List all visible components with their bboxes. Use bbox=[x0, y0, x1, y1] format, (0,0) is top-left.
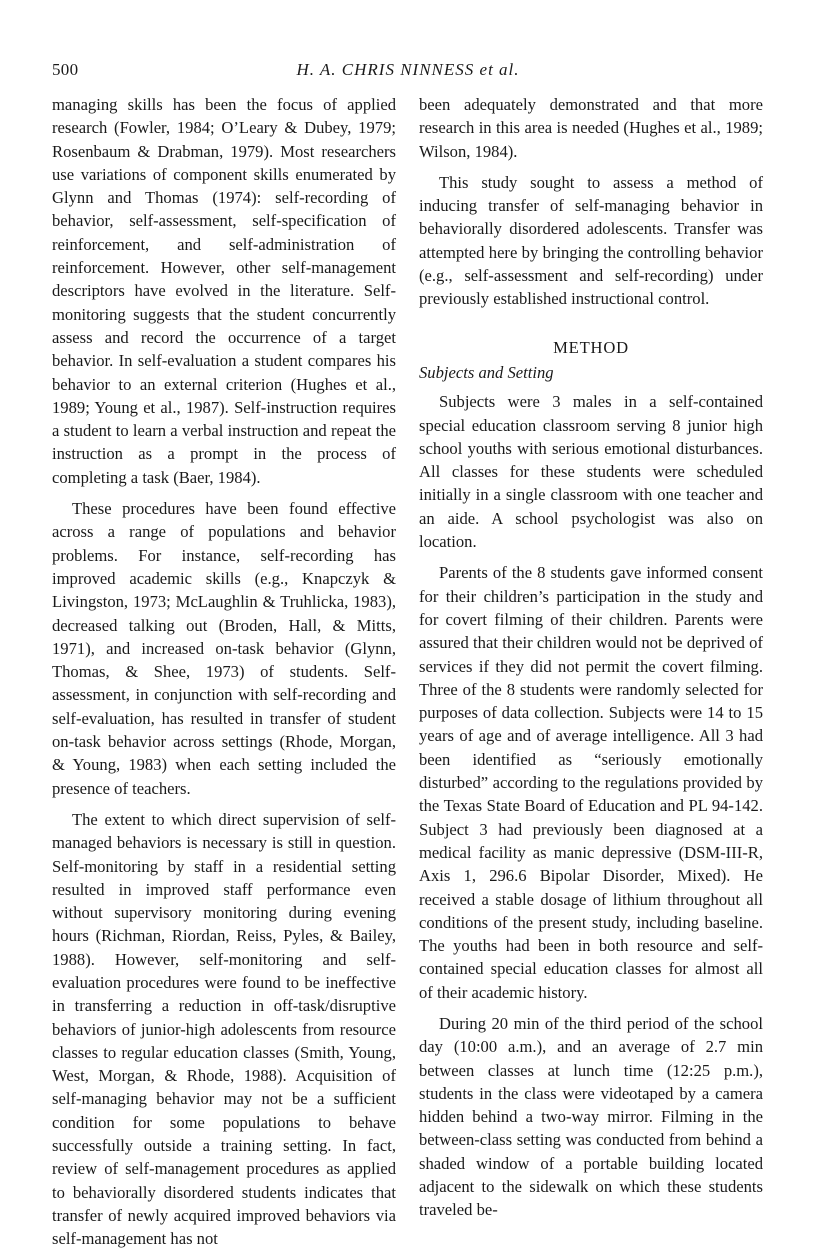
section-heading: METHOD bbox=[553, 337, 629, 357]
paragraph: This study sought to assess a method of inducing transfer of self-managing behavior in behaviorally disordered adolescents. Transfer was attempted here by bringing the controlling behavior (e.g., self-assessment and self-recording) under previously established instructional control. bbox=[419, 172, 763, 309]
subsection-heading: Subjects and Setting bbox=[419, 362, 554, 382]
paragraph: managing skills has been the focus of applied research (Fowler, 1984; O’Leary & Dubey, 1979; Rosenbaum & Drabman, 1979). Most researchers use variations of component skills enumerated by Glynn and Thomas (1974): self-recording of behavior, self-assessment, self-specification of reinforcement, and self-administration of reinforcement. However, other self-management descriptors have evolved in the literature. Self-monitoring suggests that the student concurrently assess and record the occurrence of a target behavior. In self-evaluation a student compares his behavior to an external criterion (Hughes et al., 1989; Young et al., 1987). Self-instruction requires a student to learn a verbal instruction and repeat the instruction as a prompt in the process of completing a task (Baer, 1984). bbox=[52, 95, 396, 487]
running-head: H. A. CHRIS NINNESS et al. bbox=[296, 60, 520, 79]
paragraph: The extent to which direct supervision of self-managed behaviors is necessary is still in question. Self-monitoring by staff in a residential setting resulted in improved staff performance even without supervisory monitoring during evening hours (Richman, Riordan, Reiss, Pyles, & Bailey, 1988). However, self-monitoring and self-evaluation procedures were found to be ineffective in transferring a reduction in off-task/disruptive behaviors of junior-high adolescents from resource classes to regular education classes (Smith, Young, West, Morgan, & Rhode, 1988). Acquisition of self-managing behavior may not be a sufficient condition for some populations to behave successfully outside a training setting. In fact, review of self-management procedures as applied to behaviorally disordered students indicates that transfer of newly acquired improved behaviors via self-management has not bbox=[52, 809, 396, 1249]
paragraph: During 20 min of the third period of the school day (10:00 a.m.), and an average of 2.7 min between classes at lunch time (12:25 p.m.), students in the class were videotaped by a camera hidden behind a two-way mirror. Filming in the between-class setting was conducted from behind a shaded window of a portable building located adjacent to the sidewalk on which these students traveled be- bbox=[419, 1013, 763, 1220]
page-number: 500 bbox=[52, 60, 79, 79]
page-header bbox=[52, 60, 764, 84]
paragraph: These procedures have been found effective across a range of populations and behavior problems. For instance, self-recording has improved academic skills (e.g., Knapczyk & Livingston, 1973; McLaughlin & Truhlicka, 1983), decreased talking out (Broden, Hall, & Mitts, 1971), and increased on-task behavior (Glynn, Thomas, & Shee, 1973) of students. Self-assessment, in conjunction with self-recording and self-evaluation, has resulted in transfer of student on-task behavior across settings (Rhode, Morgan, & Young, 1983) when each setting included the presence of teachers. bbox=[52, 499, 396, 798]
left-column bbox=[52, 93, 396, 1259]
paragraph: Parents of the 8 students gave informed consent for their children’s participation in the study and for covert filming of their children. Parents were assured that their children would not be deprived of services if they did not permit the covert filming. Three of the 8 students were randomly selected for purposes of data collection. Subjects were 14 to 15 years of age and of average intelligence. All 3 had been identified as “seriously emotionally disturbed” according to the regulations provided by the Texas State Board of Education and PL 94-142. Subject 3 had previously been diagnosed at a medical facility as manic depressive (DSM-III-R, Axis 1, 296.6 Bipolar Disorder, Mixed). He received a stable dosage of lithium throughout all conditions of the present study, including baseline. The youths had been in both resource and self-contained special education classes for almost all of their academic history. bbox=[419, 563, 763, 1002]
right-column bbox=[419, 93, 763, 1230]
paragraph: Subjects were 3 males in a self-contained special education classroom serving 8 junior high school youths with serious emotional disturbances. All classes for these students were scheduled initially in a single classroom with one teacher and an aide. A school psychologist was also on location. bbox=[419, 392, 763, 552]
paragraph: been adequately demonstrated and that more research in this area is needed (Hughes et al., 1989; Wilson, 1984). bbox=[419, 95, 763, 161]
